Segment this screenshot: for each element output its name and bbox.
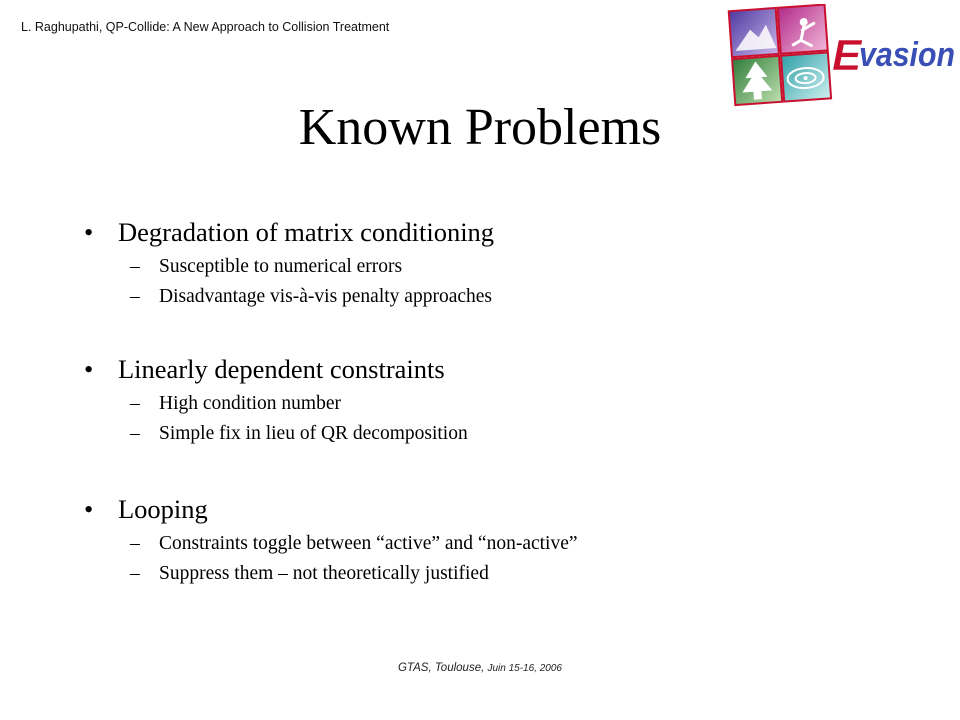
footer-event: GTAS, Toulouse, bbox=[397, 662, 485, 674]
evasion-logo bbox=[722, 4, 958, 108]
sub-item bbox=[84, 529, 944, 559]
bullet-text: Looping bbox=[118, 494, 208, 524]
sub-text: High condition number bbox=[159, 393, 341, 414]
sub-item bbox=[84, 389, 944, 419]
slide-title: Known Problems bbox=[298, 99, 662, 156]
sub-item bbox=[84, 282, 944, 312]
bullet-marker: • bbox=[84, 217, 94, 247]
dash-marker: – bbox=[130, 563, 140, 584]
svg-text:vasion: vasion bbox=[859, 36, 955, 74]
slide-content bbox=[84, 212, 944, 589]
dash-marker: – bbox=[130, 393, 140, 414]
bullet-marker: • bbox=[84, 494, 94, 524]
bullet-text: Linearly dependent constraints bbox=[118, 354, 445, 384]
bullet-item bbox=[84, 489, 944, 529]
dash-marker: – bbox=[130, 256, 140, 277]
bullet-text: Degradation of matrix conditioning bbox=[118, 217, 495, 247]
sub-item bbox=[84, 559, 944, 589]
slide-footer bbox=[0, 662, 960, 674]
dash-marker: – bbox=[130, 533, 140, 554]
sub-text: Suppress them – not theoretically justified bbox=[159, 563, 489, 584]
sub-item bbox=[84, 419, 944, 449]
presentation-header: L. Raghupathi, QP-Collide: A New Approach to Collision Treatment bbox=[21, 20, 390, 34]
sub-text: Constraints toggle between “active” and “non-active” bbox=[159, 533, 578, 554]
bullet-item bbox=[84, 349, 944, 389]
dash-marker: – bbox=[130, 286, 140, 307]
bullet-item bbox=[84, 212, 944, 252]
sub-item bbox=[84, 252, 944, 282]
evasion-wordmark: E bbox=[832, 31, 862, 80]
dash-marker: – bbox=[130, 423, 140, 444]
sub-text: Susceptible to numerical errors bbox=[159, 256, 403, 277]
bullet-marker: • bbox=[84, 354, 94, 384]
sub-text: Simple fix in lieu of QR decomposition bbox=[159, 423, 468, 444]
sub-text: Disadvantage vis-à-vis penalty approaches bbox=[159, 286, 493, 307]
footer-date: Juin 15-16, 2006 bbox=[487, 663, 562, 674]
